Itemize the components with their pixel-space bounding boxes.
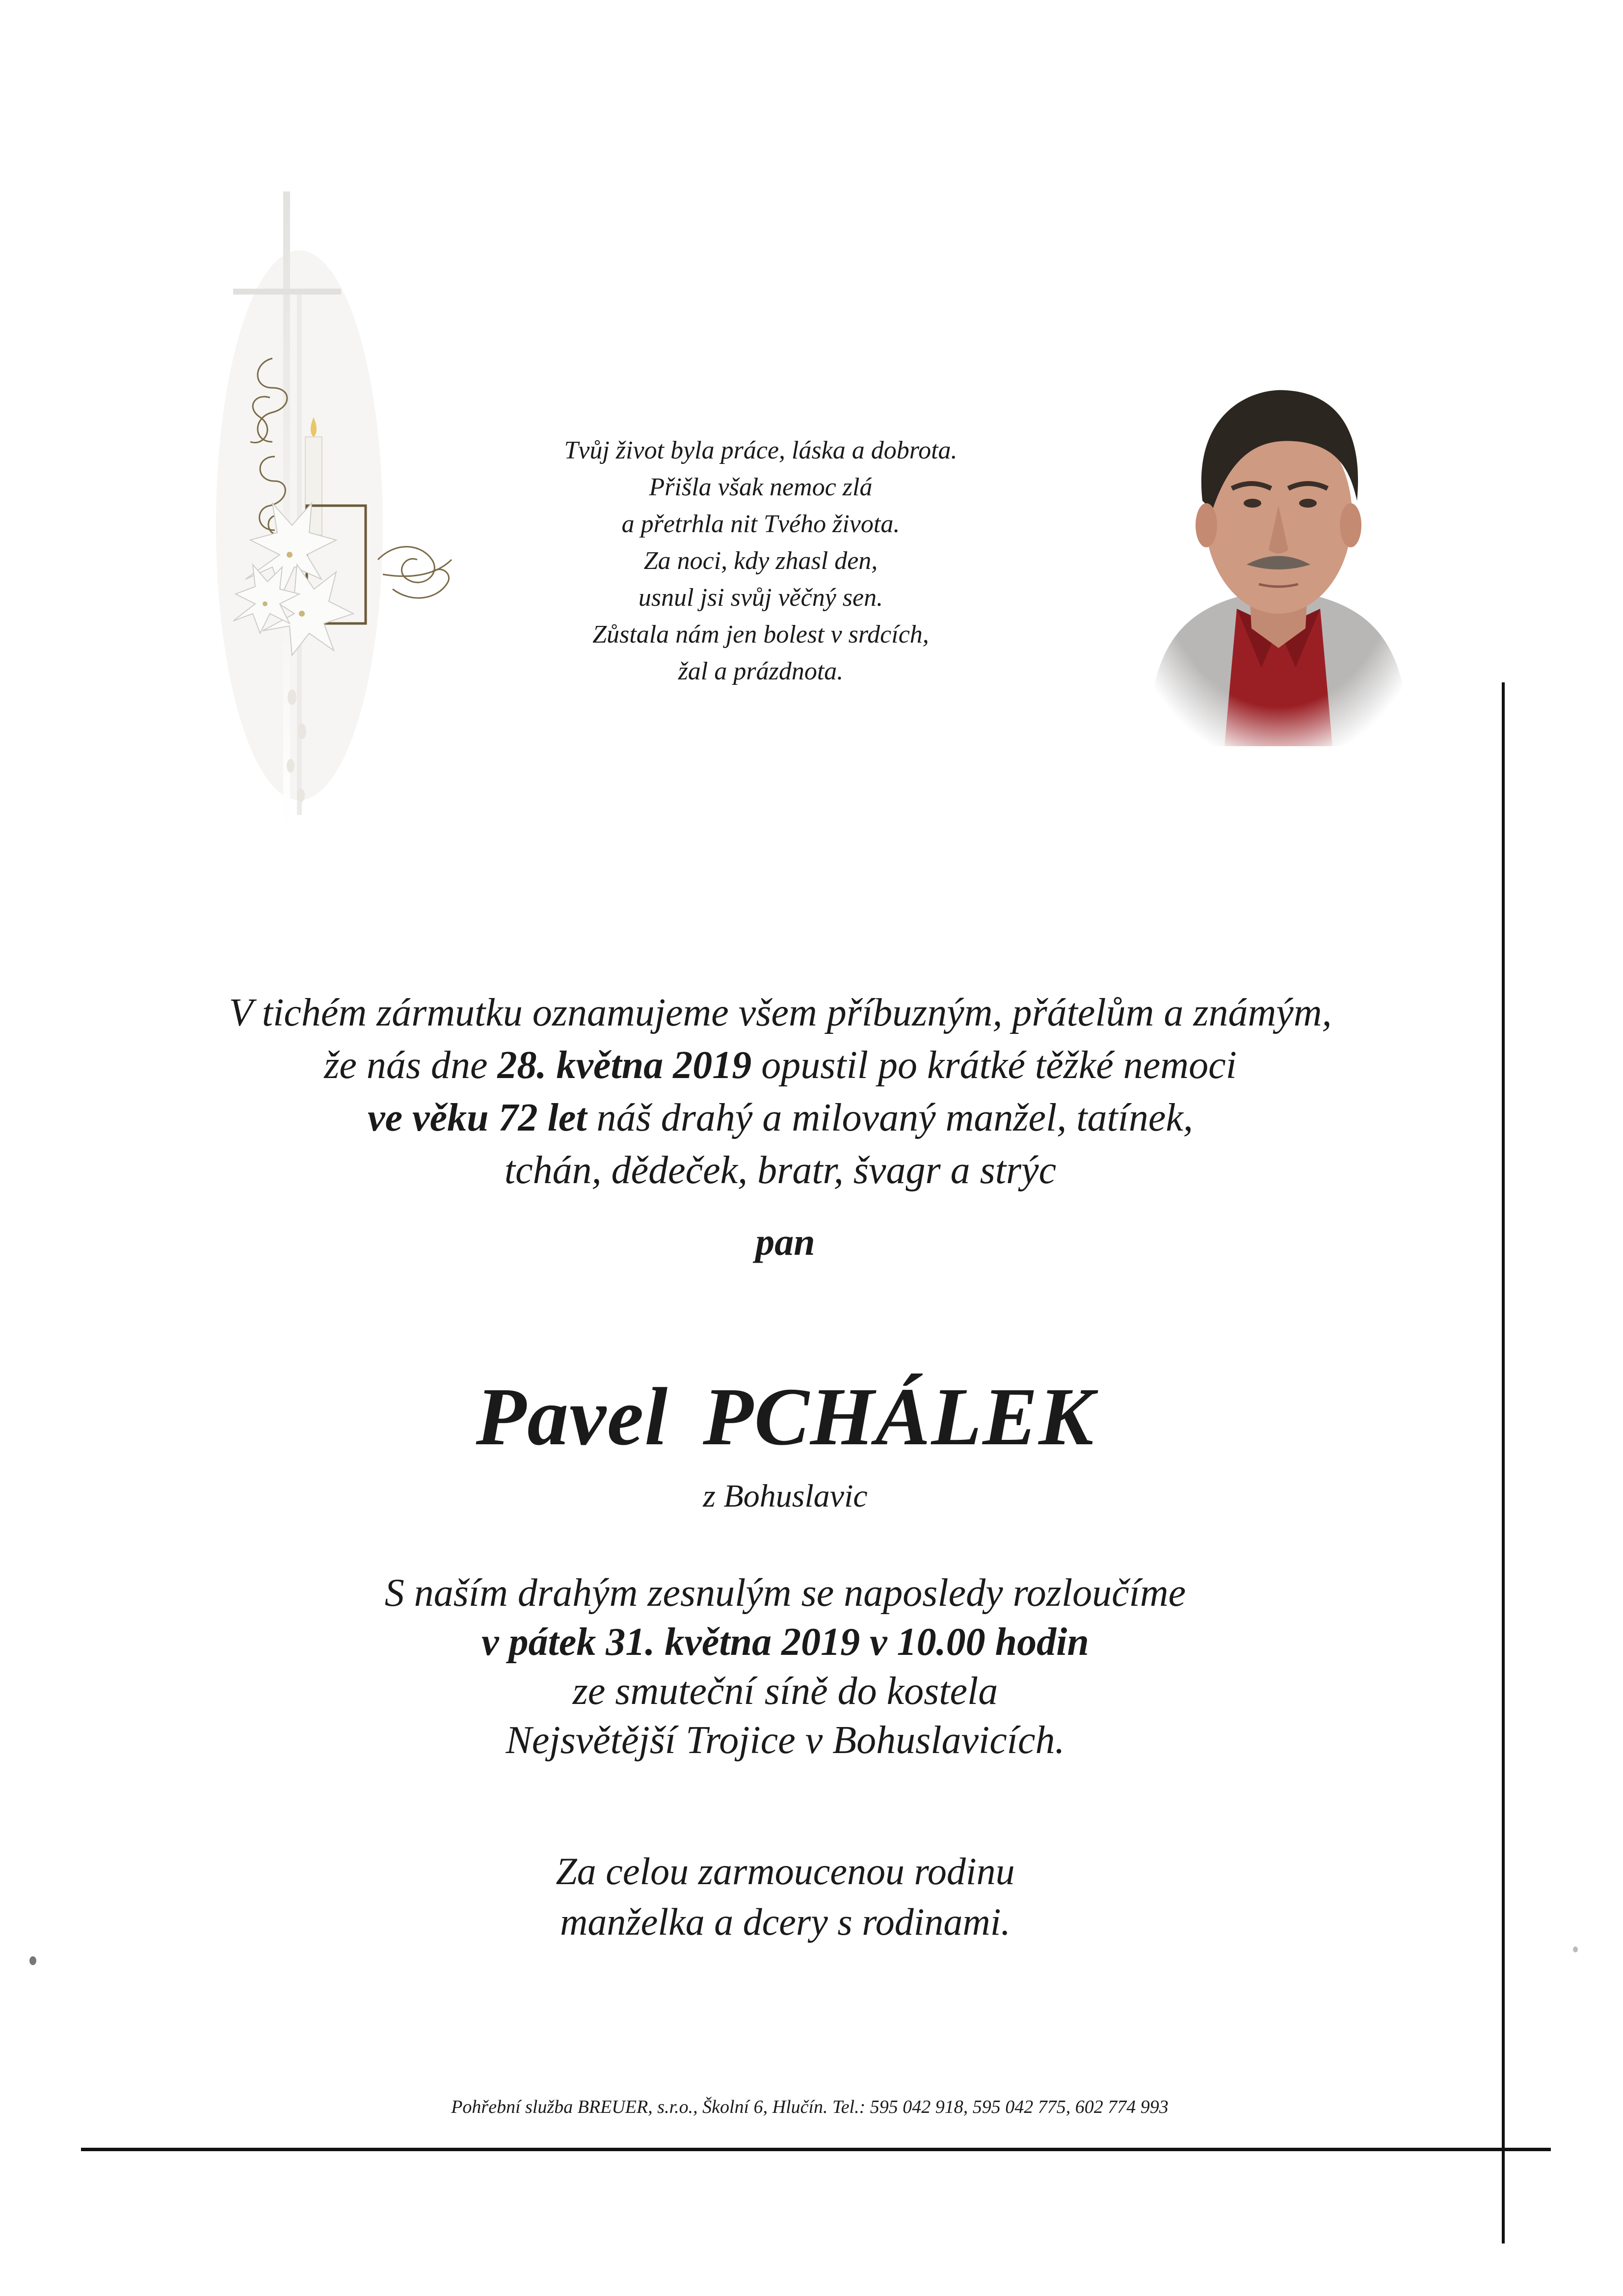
- vertical-rule: [1502, 682, 1505, 2243]
- announcement: [147, 987, 1413, 1197]
- poem-line: Přišla však nemoc zlá: [649, 473, 873, 501]
- announcement-text: opustil po krátké těžké nemoci: [751, 1044, 1237, 1087]
- announcement-text: náš drahý a milovaný manžel, tatínek,: [586, 1096, 1193, 1139]
- honorific: pan: [755, 1220, 815, 1263]
- poem-line: a přetrhla nit Tvého života.: [621, 510, 900, 538]
- deceased-origin: z Bohuslavic: [703, 1478, 868, 1514]
- poem-line: Tvůj život byla práce, láska a dobrota.: [564, 436, 958, 464]
- poem-line: Za noci, kdy zhasl den,: [643, 547, 878, 575]
- deceased-name: [294, 1370, 1276, 1464]
- family-signature: [344, 1846, 1227, 1947]
- date-of-death: 28. května 2019: [497, 1044, 752, 1087]
- funeral-service-footer: Pohřební služba BREUER, s.r.o., Školní 6, Hlučín. Tel.: 595 042 918, 595 042 775, 602 774 993: [451, 2097, 1169, 2117]
- announcement-line: [147, 1039, 1413, 1092]
- first-name: Pavel: [476, 1371, 669, 1462]
- announcement-line: tchán, dědeček, bratr, švagr a strýc: [504, 1149, 1057, 1192]
- poem-line: žal a prázdnota.: [678, 657, 844, 685]
- age-at-death: ve věku 72 let: [368, 1096, 587, 1139]
- announcement-text: že nás dne: [324, 1044, 498, 1087]
- family-line: manželka a dcery s rodinami.: [560, 1900, 1011, 1943]
- poem: [515, 432, 1006, 690]
- announcement-line: [147, 1092, 1413, 1144]
- announcement-line: V tichém zármutku oznamujeme všem příbuzným, přátelům a známým,: [229, 991, 1332, 1034]
- funeral-date-time: v pátek 31. května 2019 v 10.00 hodin: [481, 1621, 1089, 1664]
- funeral-line: Nejsvětější Trojice v Bohuslavicích.: [506, 1719, 1065, 1762]
- cross-lilies-candle-illustration: [196, 182, 510, 839]
- last-name: PCHÁLEK: [703, 1371, 1095, 1462]
- family-line: Za celou zarmoucenou rodinu: [556, 1850, 1015, 1892]
- scan-speck: [29, 1956, 36, 1965]
- portrait-photo: [1139, 353, 1418, 746]
- funeral-line: ze smuteční síně do kostela: [572, 1670, 998, 1713]
- funeral-line: S naším drahým zesnulým se naposledy rozloučíme: [384, 1571, 1186, 1615]
- poem-line: Zůstala nám jen bolest v srdcích,: [592, 621, 929, 648]
- horizontal-rule: [81, 2148, 1551, 2151]
- poem-line: usnul jsi svůj věčný sen.: [638, 584, 883, 612]
- scan-speck: [1573, 1946, 1578, 1952]
- funeral-info: [245, 1568, 1325, 1765]
